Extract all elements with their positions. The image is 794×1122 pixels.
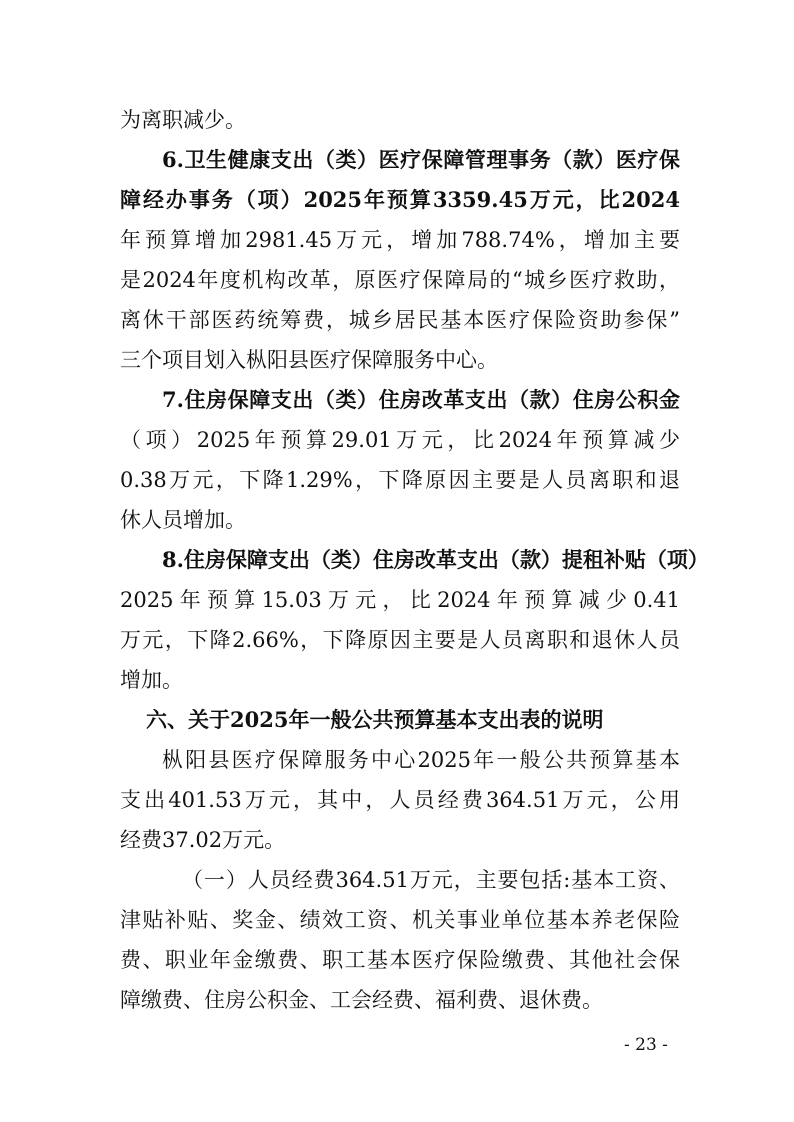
item-heading-line: 8.住房保障支出（类）住房改革支出（款）提租补贴（项）: [162, 547, 709, 572]
body-text-line: 万元，下降2.66%，下降原因主要是人员离职和退休人员: [120, 628, 680, 652]
item-heading-line: 6.卫生健康支出（类）医疗保障管理事务（款）医疗保: [162, 147, 680, 172]
section-heading: 六、关于2025年一般公共预算基本支出表的说明: [146, 707, 604, 732]
body-text-line: 障缴费、住房公积金、工会经费、福利费、退休费。: [120, 988, 603, 1012]
body-text-line: （一）人员经费364.51万元，主要包括:基本工资、: [182, 868, 680, 892]
body-text-line: 离休干部医药统筹费，城乡居民基本医疗保险资助参保”: [120, 308, 680, 332]
body-text-line: 休人员增加。: [120, 508, 246, 532]
body-text-line: 费、职业年金缴费、职工基本医疗保险缴费、其他社会保: [120, 948, 680, 972]
body-text-line: 2025年预算15.03万元，比2024年预算减少0.41: [120, 588, 680, 612]
body-text-line: （项）2025年预算29.01万元，比2024年预算减少: [120, 428, 680, 452]
item-heading-line: 7.住房保障支出（类）住房改革支出（款）住房公积金: [162, 387, 680, 412]
body-text-line: 枞阳县医疗保障服务中心2025年一般公共预算基本: [162, 748, 680, 772]
page-number: - 23 -: [624, 1035, 668, 1055]
body-text-line: 0.38万元，下降1.29%，下降原因主要是人员离职和退: [120, 468, 680, 492]
body-text-line: 是2024年度机构改革，原医疗保障局的“城乡医疗救助，: [120, 268, 680, 292]
body-text-line: 三个项目划入枞阳县医疗保障服务中心。: [120, 348, 498, 372]
body-text-line: 为离职减少。: [120, 108, 246, 132]
body-text-line: 增加。: [120, 668, 183, 692]
body-text-line: 年预算增加2981.45万元，增加788.74%，增加主要: [120, 228, 680, 252]
body-text-line: 津贴补贴、奖金、绩效工资、机关事业单位基本养老保险: [120, 908, 680, 932]
item-heading-line: 障经办事务（项）2025年预算3359.45万元，比2024: [120, 187, 680, 212]
body-text-line: 支出401.53万元，其中，人员经费364.51万元，公用: [120, 788, 680, 812]
body-text-line: 经费37.02万元。: [120, 828, 286, 852]
